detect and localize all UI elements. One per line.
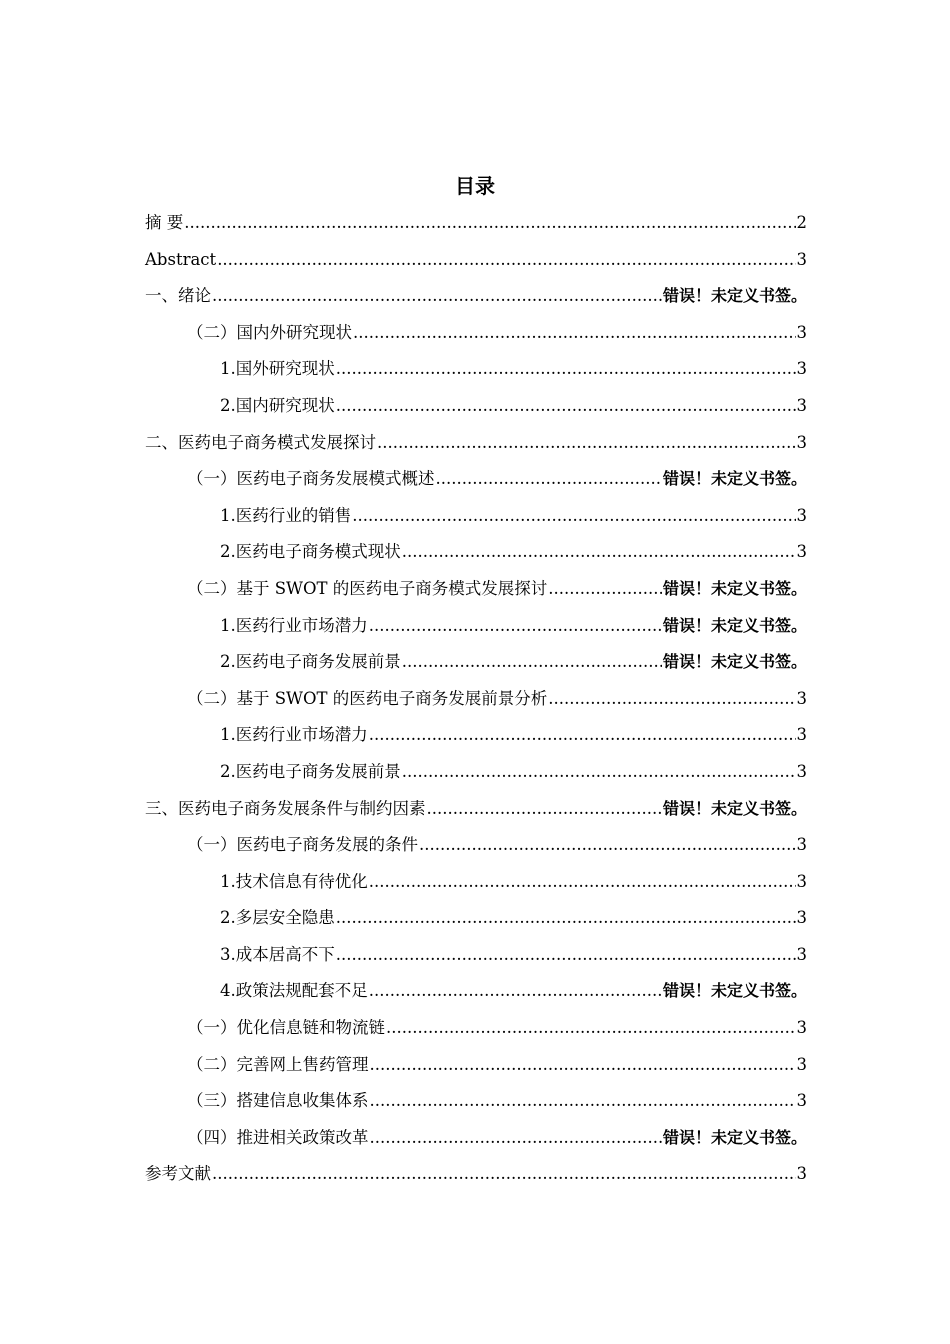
toc-page-number: 3 <box>796 322 807 342</box>
toc-entry-title: 参考文献 <box>145 1164 211 1184</box>
toc-dot-leader <box>369 717 796 754</box>
toc-dot-leader <box>369 864 796 901</box>
toc-dot-leader <box>353 315 796 352</box>
toc-dot-leader <box>336 388 796 425</box>
toc-entry[interactable] <box>145 388 807 425</box>
toc-entry-title: （二）完善网上售药管理 <box>187 1054 369 1074</box>
toc-entry[interactable] <box>145 534 807 571</box>
toc-dot-leader <box>427 791 662 828</box>
toc-entry-title: Abstract <box>145 249 217 269</box>
toc-page-number: 3 <box>796 1164 807 1184</box>
toc-dot-leader <box>402 534 796 571</box>
toc-dot-leader <box>369 608 662 645</box>
toc-entry[interactable] <box>145 351 807 388</box>
toc-page-number: 3 <box>796 542 807 562</box>
toc-page-number: 3 <box>796 505 807 525</box>
toc-entry[interactable] <box>145 461 807 498</box>
toc-bookmark-error: 错误！未定义书签。 <box>662 652 807 672</box>
toc-entry[interactable] <box>145 242 807 279</box>
toc-page-number: 3 <box>796 688 807 708</box>
toc-dot-leader <box>370 1047 796 1084</box>
toc-dot-leader <box>184 205 795 242</box>
toc-entry[interactable] <box>145 900 807 937</box>
toc-entry-title: 二、医药电子商务模式发展探讨 <box>145 432 376 452</box>
toc-entry-title: 1.医药行业市场潜力 <box>220 725 368 745</box>
toc-page-number: 3 <box>796 835 807 855</box>
toc-entry[interactable] <box>145 681 807 718</box>
toc-bookmark-error: 错误！未定义书签。 <box>662 469 807 489</box>
toc-page-number: 3 <box>796 944 807 964</box>
toc-dot-leader <box>377 425 796 462</box>
toc-bookmark-error: 错误！未定义书签。 <box>662 1127 807 1147</box>
toc-bookmark-error: 错误！未定义书签。 <box>662 981 807 1001</box>
toc-entry-title: 三、医药电子商务发展条件与制约因素 <box>145 798 426 818</box>
toc-entry-title: （四）推进相关政策改革 <box>187 1127 369 1147</box>
toc-dot-leader <box>370 1083 796 1120</box>
toc-entry-title: 1.医药行业市场潜力 <box>220 615 368 635</box>
toc-entry-title: 一、绪论 <box>145 286 211 306</box>
toc-entry-title: 摘 要 <box>145 213 184 232</box>
toc-entry[interactable] <box>145 425 807 462</box>
toc-dot-leader <box>336 937 796 974</box>
toc-bookmark-error: 错误！未定义书签。 <box>662 798 807 818</box>
toc-dot-leader <box>212 1156 796 1193</box>
toc-bookmark-error: 错误！未定义书签。 <box>662 615 807 635</box>
toc-entry-title: 2.医药电子商务发展前景 <box>220 652 401 672</box>
toc-page-number: 3 <box>796 249 807 269</box>
toc-page-number: 3 <box>796 359 807 379</box>
toc-entry-title: 4.政策法规配套不足 <box>220 981 368 1001</box>
toc-page-number: 2 <box>796 213 807 232</box>
toc-entry-title: （二）基于 SWOT 的医药电子商务模式发展探讨 <box>187 578 548 598</box>
toc-entry[interactable] <box>145 644 807 681</box>
toc-entry[interactable] <box>145 278 807 315</box>
toc-dot-leader <box>386 1010 796 1047</box>
toc-entry[interactable] <box>145 571 807 608</box>
toc-dot-leader <box>402 754 796 791</box>
toc-entry-title: （三）搭建信息收集体系 <box>187 1091 369 1111</box>
toc-entry[interactable] <box>145 315 807 352</box>
toc-entry[interactable] <box>145 791 807 828</box>
toc-bookmark-error: 错误！未定义书签。 <box>662 578 807 598</box>
toc-entry-title: 1.国外研究现状 <box>220 359 335 379</box>
toc-dot-leader <box>436 461 662 498</box>
toc-entry[interactable] <box>145 1010 807 1047</box>
toc-page-number: 3 <box>796 1054 807 1074</box>
toc-dot-leader <box>369 973 662 1010</box>
toc-dot-leader <box>548 681 795 718</box>
toc-page-number: 3 <box>796 908 807 928</box>
toc-dot-leader <box>217 242 795 279</box>
toc-entry-title: 2.医药电子商务发展前景 <box>220 761 401 781</box>
table-of-contents <box>145 205 807 1193</box>
toc-entry[interactable] <box>145 1120 807 1157</box>
toc-entry-title: （一）医药电子商务发展模式概述 <box>187 469 435 489</box>
toc-entry-title: 1.医药行业的销售 <box>220 505 352 525</box>
toc-dot-leader <box>336 900 796 937</box>
toc-entry-title: 3.成本居高不下 <box>220 944 335 964</box>
toc-page-number: 3 <box>796 395 807 415</box>
toc-entry-title: 2.医药电子商务模式现状 <box>220 542 401 562</box>
toc-dot-leader <box>419 827 796 864</box>
toc-page-number: 3 <box>796 725 807 745</box>
toc-entry[interactable] <box>145 973 807 1010</box>
toc-entry[interactable] <box>145 1083 807 1120</box>
toc-entry-title: 2.多层安全隐患 <box>220 908 335 928</box>
toc-entry-title: （一）医药电子商务发展的条件 <box>187 835 418 855</box>
toc-entry-title: （二）基于 SWOT 的医药电子商务发展前景分析 <box>187 688 548 708</box>
toc-dot-leader <box>402 644 662 681</box>
toc-dot-leader <box>548 571 662 608</box>
toc-dot-leader <box>212 278 662 315</box>
toc-entry[interactable] <box>145 205 807 242</box>
toc-entry[interactable] <box>145 1156 807 1193</box>
toc-entry[interactable] <box>145 864 807 901</box>
toc-page-number: 3 <box>796 1091 807 1111</box>
toc-entry[interactable] <box>145 608 807 645</box>
toc-page-number: 3 <box>796 761 807 781</box>
toc-entry[interactable] <box>145 1047 807 1084</box>
toc-entry[interactable] <box>145 937 807 974</box>
toc-entry[interactable] <box>145 754 807 791</box>
toc-page-number: 3 <box>796 871 807 891</box>
toc-entry-title: 1.技术信息有待优化 <box>220 871 368 891</box>
toc-entry[interactable] <box>145 827 807 864</box>
toc-dot-leader <box>370 1120 662 1157</box>
toc-dot-leader <box>336 351 796 388</box>
toc-page-number: 3 <box>796 1018 807 1038</box>
toc-entry-title: （二）国内外研究现状 <box>187 322 352 342</box>
toc-entry-title: 2.国内研究现状 <box>220 395 335 415</box>
toc-dot-leader <box>352 498 795 535</box>
toc-bookmark-error: 错误！未定义书签。 <box>662 286 807 306</box>
toc-entry[interactable] <box>145 498 807 535</box>
toc-title: 目录 <box>455 174 495 198</box>
toc-entry[interactable] <box>145 717 807 754</box>
toc-page-number: 3 <box>796 432 807 452</box>
toc-entry-title: （一）优化信息链和物流链 <box>187 1018 385 1038</box>
